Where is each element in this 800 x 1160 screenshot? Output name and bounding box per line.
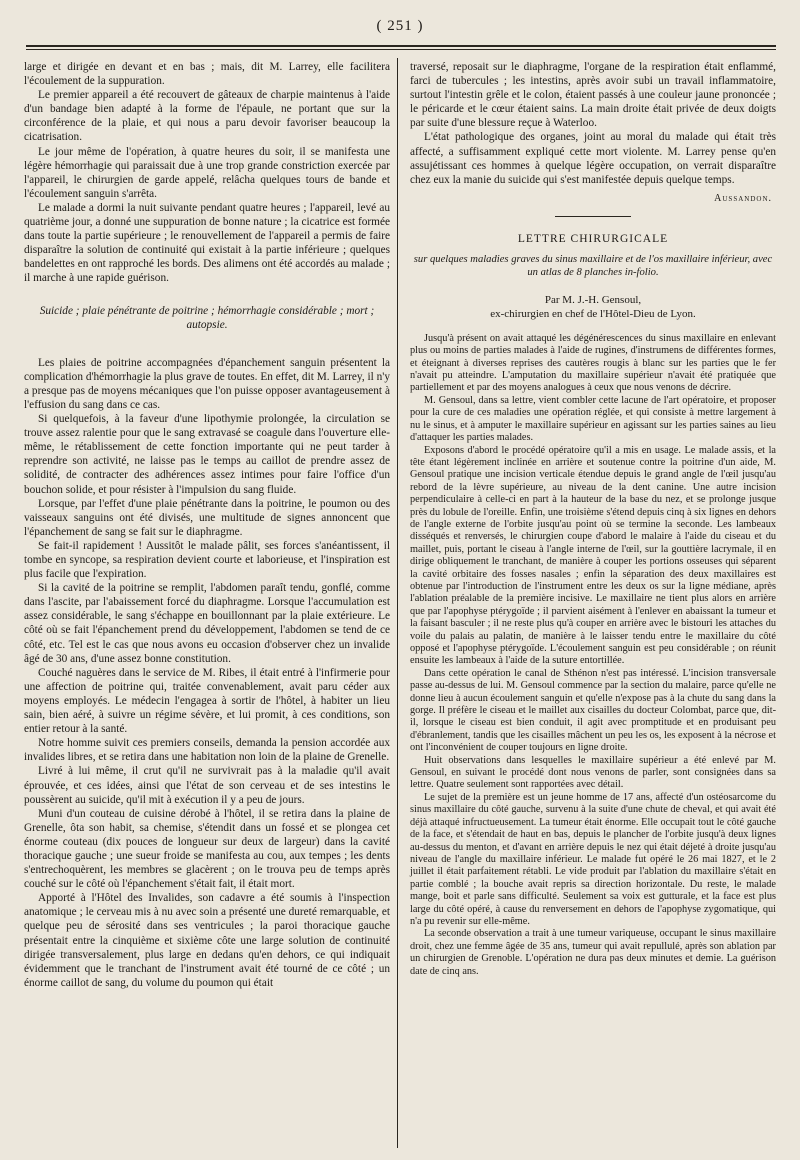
paragraph: Exposons d'abord le procédé opératoire qu'il a mis en usage. Le malade assis, et la tête étant légèrement inclinée en arrière et soutenue contre la poitrine d'un aide, M. Gensoul pratique une incision verticale étendue depuis le grand angle de l'œil jusqu'au rebord de la lèvre supérieure, au niveau de la dent canine. Une autre incision perpendiculaire à celle-ci en part à la hauteur de la base du nez, et se prolonge jusque près du lobule de l'oreille. Enfin, une troisième s'étend depuis cinq à six lignes en dehors de l'angle externe de l'orbite jusqu'au point où se termine la seconde. Les lambeaux disséqués et renversés, le chirurgien coupe d'abord le malaire à l'aide du ciseau et du maillet, puis, portant le ciseau à l'angle interne de l'œil, sur la gouttière lacrymale, il en dirige obliquement le tranchant, de manière à couper les portions osseuses qui séparent la cavité orbitaire des fosses nasales ; enfin la séparation des deux maxillaires est obtenue par l'introduction de l'instrument entre les deux os sur la ligne médiane, après l'ablation préalable de la première incisive. Le maxillaire ne tient plus alors en arrière que par l'apophyse ptérygoïde ; il parvient aisément à l'enlever en abaissant la tumeur et la faisant basculer ; il ne reste plus qu'à couper en arrière avec le bistouri les attaches du voile du palais au palatin, de manière à le laisser tendu entre le maxillaire du côté opposé et l'apophyse ptérygoïde. L'écoulement sanguin est peu considérable ; on réunit ensuite les lambeaux à l'aide de la suture entortillée. xyxy=(410,444,776,667)
paragraph: Si la cavité de la poitrine se remplit, l'abdomen paraît tendu, gonflé, comme dans l'ascite, par l'abaissement forcé du diaphragme. Lorsque l'accumulation est assez considérable, le sang s'échappe en bouillonnant par la plaie extérieure. Le côté où se fait l'épanchement prend du développement, l'abdomen se tend de ce côté, etc. Tel est le cas que nous avons eu occasion d'observer chez un invalide âgé de 30 ans, d'une assez bonne constitution. xyxy=(24,582,390,665)
paragraph: traversé, reposait sur le diaphragme, l'organe de la respiration était enflammé, farci de tubercules ; les intestins, après avoir subi un travail inflammatoire, surtout l'intestin grêle et le colon, étaient passés à une couleur jaune prononcée ; le péricarde et le cœur étaient sains. La main droite était privée de deux doigts par suite d'une blessure reçue à Waterloo. xyxy=(410,61,776,130)
signature: Aussandon. xyxy=(714,192,772,204)
page-number: ( 251 ) xyxy=(376,18,424,34)
author-role: ex-chirurgien en chef de l'Hôtel-Dieu de Lyon. xyxy=(490,307,696,320)
paragraph: Le jour même de l'opération, à quatre heures du soir, il se manifesta une légère hémorrhagie qui paraissait due à une trop grande constriction exercée par l'appareil, le chirurgien de garde appelé, relâcha quelques tours de bande et l'écoulement sanguin s'arrêta. xyxy=(24,145,390,200)
paragraph: Apporté à l'Hôtel des Invalides, son cadavre a été soumis à l'inspection anatomique ; le cerveau mis à nu avec soin a présenté une dureté remarquable, et quelque peu de sérosité dans ses ventricules ; la paroi thoracique gauche présentait entre la cinquième et sixième côte une large solution de continuité dirigée transversalement, plus large en dedans qu'en dehors, ce qui indiquait évidemment que le tranchant de l'instrument avait été tourné de ce côté ; un énorme caillot de sang, du volume du poumon qui était xyxy=(24,892,390,989)
paragraph: Notre homme suivit ces premiers conseils, demanda la pension accordée aux invalides libres, et se retira dans une habitation non loin de la plaine de Grenelle. xyxy=(24,737,390,764)
article-title: LETTRE CHIRURGICALE xyxy=(517,232,669,245)
paragraph: Si quelquefois, à la faveur d'une lipothymie prolongée, la circulation se trouve assez ralentie pour que le sang extravasé se coagule dans l'ouverture elle-même, le rétablissement de cette fonction importante qui ne peut tarder à reprendre son activité, ne laisse pas le temps au caillot de prendre assez de solidité, de contracter des adhérences assez intimes pour faire l'office d'un bouchon solide, et pour résister à l'impulsion du sang fluide. xyxy=(24,413,390,496)
paragraph: Le premier appareil a été recouvert de gâteaux de charpie maintenus à l'aide d'un bandage bien adapté à la forme de l'épaule, ne portant que sur la circonférence de la plaie, et qui nous a paru devoir favoriser beaucoup la cicatrisation. xyxy=(24,89,390,144)
paragraph: Jusqu'à présent on avait attaqué les dégénérescences du sinus maxillaire en enlevant plus ou moins de parties malades à l'aide de rugines, d'instrumens de différentes formes, et éteignant à diverses reprises des cautères rougis à blanc sur les parties que le fer n'avait pu atteindre. L'amputation du maxillaire supérieur n'avait été pratiquée que partiellement et par des moyens analogues à ceux que nous venons de décrire. xyxy=(410,332,776,394)
paragraph: large et dirigée en devant et en bas ; mais, dit M. Larrey, elle facilitera l'écoulement de la suppuration. xyxy=(24,61,390,88)
right-column xyxy=(410,60,776,978)
header-rule xyxy=(26,45,776,50)
paragraph: Livré à lui même, il crut qu'il ne survivrait pas à la maladie qu'il avait éprouvée, et ces idées, ainsi que l'état de son cerveau et de ses intestins le poussèrent au suicide, qu'il mit à exécution il y a peu de jours. xyxy=(24,765,390,806)
column-divider xyxy=(397,58,398,1148)
paragraph: L'état pathologique des organes, joint au moral du malade qui était très affecté, a suffisamment expliqué cette mort violente. M. Larrey pense qu'en assujétissant ces hommes à quelque légère occupation, on verrait disparaître chez eux la manie du suicide qui s'est manifestée depuis quelque temps. xyxy=(410,131,776,186)
separator-rule xyxy=(555,216,631,217)
paragraph: Dans cette opération le canal de Sthénon n'est pas intéressé. L'incision transversale passe au-dessus de lui. M. Gensoul commence par la section du malaire, parce qu'elle ne donne lieu à aucun écoulement sanguin et qu'elle n'expose pas à la chute du sang dans la gorge. Il préfère le ciseau et le maillet aux cisailles du docteur Colombat, parce que, dit-il, lorsque le ciseau est bien conduit, il agit avec promptitude et en produisant peu d'ébranlement, tandis que les cisailles mâchent un peu les os, les exposent à la nécrose et ont l'inconvénient de couper toujours en ligne droite. xyxy=(410,667,776,754)
paragraph: Le sujet de la première est un jeune homme de 17 ans, affecté d'un ostéosarcome du sinus maxillaire du côté gauche, survenu à la suite d'une chute de cheval, et qui avait été déjà attaqué infructueusement. La tumeur était énorme. Elle occupait tout le côté gauche de la face, et s'étendait de haut en bas, depuis le plancher de l'orbite jusqu'à deux lignes au-dessus du menton, et d'avant en arrière depuis le nez qui était déjeté à droite jusqu'au niveau de l'angle du maxillaire inférieur. Le malade fut opéré le 26 mai 1827, et le 2 juillet il était parfaitement rétabli. Le vide produit par l'ablation du maxillaire s'était en partie comblé ; la bouche avait repris sa direction horizontale. Du reste, le malade mange, boit et parle sans difficulté. Seulement sa voix est gutturale, et la face est plus large du côté opéré, à cause du renversement en dehors de l'apophyse zygomatique, qui n'a pu revenir sur elle-même. xyxy=(410,791,776,927)
paragraph: Muni d'un couteau de cuisine dérobé à l'hôtel, il se retira dans la plaine de Grenelle, ôta son habit, sa chemise, s'étendit dans un fossé et se plongea cet énorme couteau (dix pouces de longueur sur deux de largeur) dans la cavité thoracique gauche ; une sueur froide se manifesta au cou, aux tempes ; les dents s'entrechoquèrent, les membres se glacèrent ; on le trouva peu de temps après couché sur le côté où l'épanchement s'était fait, il était mort. xyxy=(24,807,390,891)
paragraph: La seconde observation a trait à une tumeur variqueuse, occupant le sinus maxillaire droit, chez une femme âgée de 35 ans, tumeur qui avait repullulé, après son ablation par un chirurgien de Grenoble. L'opération ne dura pas deux minutes et demie. La guérison date de cinq ans. xyxy=(410,928,776,977)
section-title: Suicide ; plaie pénétrante de poitrine ; hémorrhagie considérable ; mort ; autopsie. xyxy=(39,304,375,331)
left-column xyxy=(24,60,390,990)
paragraph: M. Gensoul, dans sa lettre, vient combler cette lacune de l'art opératoire, et proposer pour la cure de ces maladies une opération réglée, et qui consiste à mettre largement à nu le sinus, et à amputer le maxillaire supérieur en agissant sur les parties saines au lieu d'attaquer les parties malades. xyxy=(410,394,776,444)
article-author: Par M. J.-H. Gensoul, xyxy=(544,293,642,306)
paragraph: Lorsque, par l'effet d'une plaie pénétrante dans la poitrine, le poumon ou des vaisseaux sanguins ont été divisés, une multitude de signes annoncent que l'épanchement de sang se fait sur le diaphragme. xyxy=(24,497,390,538)
paragraph: Se fait-il rapidement ! Aussitôt le malade pâlit, ses forces s'anéantissent, il tombe en syncope, sa respiration devient courte et laborieuse, et l'inspiration est plus facile que l'expiration. xyxy=(24,539,390,581)
paragraph: Couché naguères dans le service de M. Ribes, il était entré à l'infirmerie pour une affection de poitrine qui, traitée convenablement, avait paru céder aux moyens employés. Le médecin l'engagea à sortir de l'hôtel, à habiter un lieu sain, bien aéré, à suivre un régime sévère, et lui promit, à ces conditions, son entier retour à la santé. xyxy=(24,666,390,736)
article-subtitle: sur quelques maladies graves du sinus maxillaire et de l'os maxillaire inférieur, avec un atlas de 8 planches in-folio. xyxy=(413,253,773,278)
paragraph: Huit observations dans lesquelles le maxillaire supérieur a été enlevé par M. Gensoul, en suivant le procédé dont nous venons de parler, sont consignées dans sa lettre. Quatre seulement sont rapportées avec détail. xyxy=(410,754,776,791)
article-body xyxy=(410,333,776,978)
paragraph: Les plaies de poitrine accompagnées d'épanchement sanguin présentent la complication d'hémorrhagie la plus grave de toutes. En effet, dit M. Larrey, il n'y a presque pas de moyens mécaniques que l'on puisse opposer avantageusement à l'effusion du sang dans ce cas. xyxy=(24,356,390,411)
paragraph: Le malade a dormi la nuit suivante pendant quatre heures ; l'appareil, levé au quatrième jour, a donné une suppuration de bonne nature ; la cicatrice est formée dans toute la partie supérieure ; le renouvellement de l'appareil a permis de faire disparaître la solution de continuité qui existait à la partie inférieure ; quelques bandelettes en ont rapproché les bords. Des alimens ont été accordés au malade ; il marche à une rapide guérison. xyxy=(24,201,390,285)
